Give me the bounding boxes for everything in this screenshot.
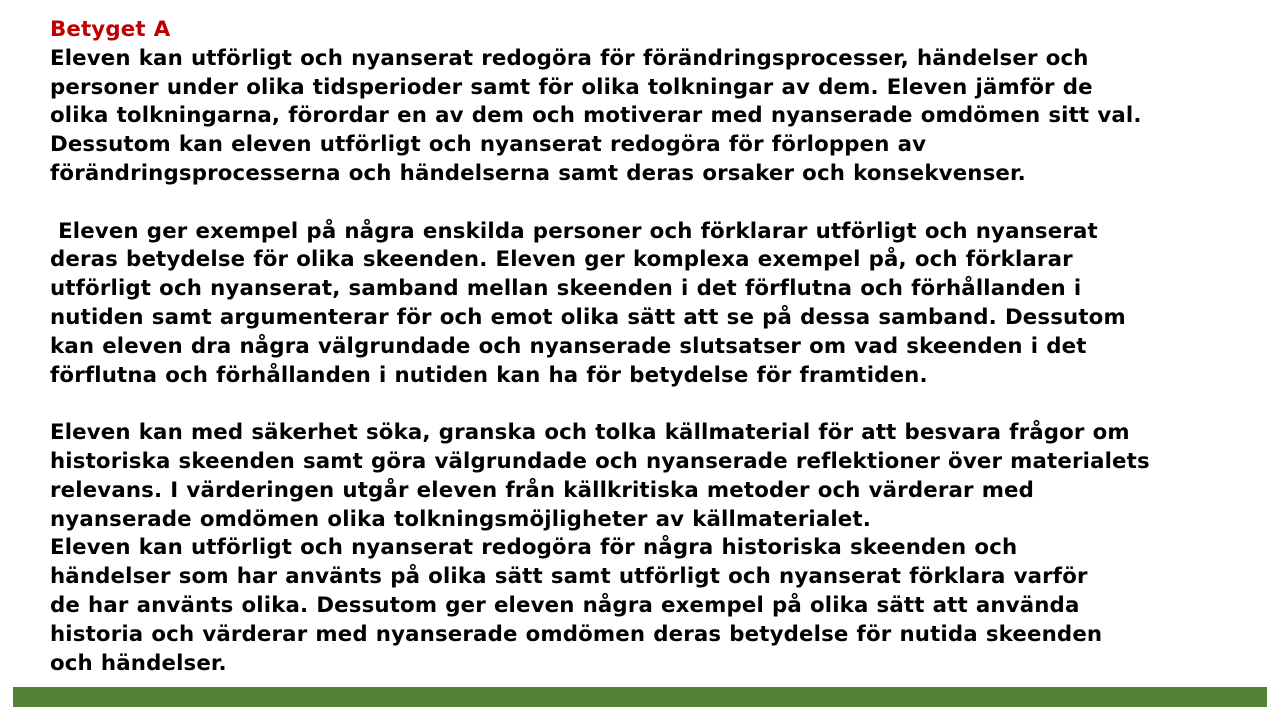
text-line: förändringsprocesserna och händelserna samt deras orsaker och konsekvenser. bbox=[50, 160, 1026, 186]
paragraph-history-processes bbox=[50, 45, 1265, 189]
text-line: Eleven ger exempel på några enskilda personer och förklarar utförligt och nyanserat bbox=[50, 218, 1098, 244]
text-line: Eleven kan utförligt och nyanserat redogöra för förändringsprocesser, händelser och bbox=[50, 45, 1089, 71]
text-line: deras betydelse för olika skeenden. Eleven ger komplexa exempel på, och förklarar bbox=[50, 247, 1073, 273]
text-line: personer under olika tidsperioder samt för olika tolkningar av dem. Eleven jämför de bbox=[50, 74, 1093, 100]
footer-bar bbox=[13, 687, 1267, 707]
paragraph-source-material bbox=[50, 419, 1265, 534]
text-line: Dessutom kan eleven utförligt och nyanserat redogöra för förloppen av bbox=[50, 132, 927, 158]
text-line: Eleven kan utförligt och nyanserat redogöra för några historiska skeenden och bbox=[50, 535, 1018, 561]
text-line: relevans. I värderingen utgår eleven från källkritiska metoder och värderar med bbox=[50, 477, 1035, 503]
text-line: historia och värderar med nyanserade omdömen deras betydelse för nutida skeenden bbox=[50, 621, 1103, 647]
slide-heading: Betyget A bbox=[50, 17, 171, 42]
paragraph-persons-and-connections bbox=[50, 218, 1265, 391]
text-line: nutiden samt argumenterar för och emot olika sätt att se på dessa samband. Dessutom bbox=[50, 304, 1126, 330]
text-line: händelser som har använts på olika sätt samt utförligt och nyanserat förklara varför bbox=[50, 564, 1088, 590]
text-line: utförligt och nyanserat, samband mellan skeenden i det förflutna och förhållanden i bbox=[50, 276, 1082, 302]
slide-content bbox=[50, 16, 1265, 678]
text-line: Eleven kan med säkerhet söka, granska och tolka källmaterial för att besvara frågor om bbox=[50, 420, 1130, 446]
text-line: de har använts olika. Dessutom ger eleven några exempel på olika sätt att använda bbox=[50, 592, 1080, 618]
paragraph-spacer bbox=[50, 189, 1265, 218]
text-line: historiska skeenden samt göra välgrundade och nyanserade reflektioner över materialets bbox=[50, 448, 1150, 474]
text-line: förflutna och förhållanden i nutiden kan ha för betydelse för framtiden. bbox=[50, 362, 928, 388]
text-line: olika tolkningarna, förordar en av dem och motiverar med nyanserade omdömen sitt val. bbox=[50, 103, 1142, 129]
paragraph-spacer bbox=[50, 390, 1265, 419]
text-line: kan eleven dra några välgrundade och nyanserade slutsatser om vad skeenden i det bbox=[50, 333, 1087, 359]
text-line: och händelser. bbox=[50, 650, 227, 676]
text-line: nyanserade omdömen olika tolkningsmöjligheter av källmaterialet. bbox=[50, 506, 871, 532]
paragraph-use-of-history bbox=[50, 534, 1265, 678]
